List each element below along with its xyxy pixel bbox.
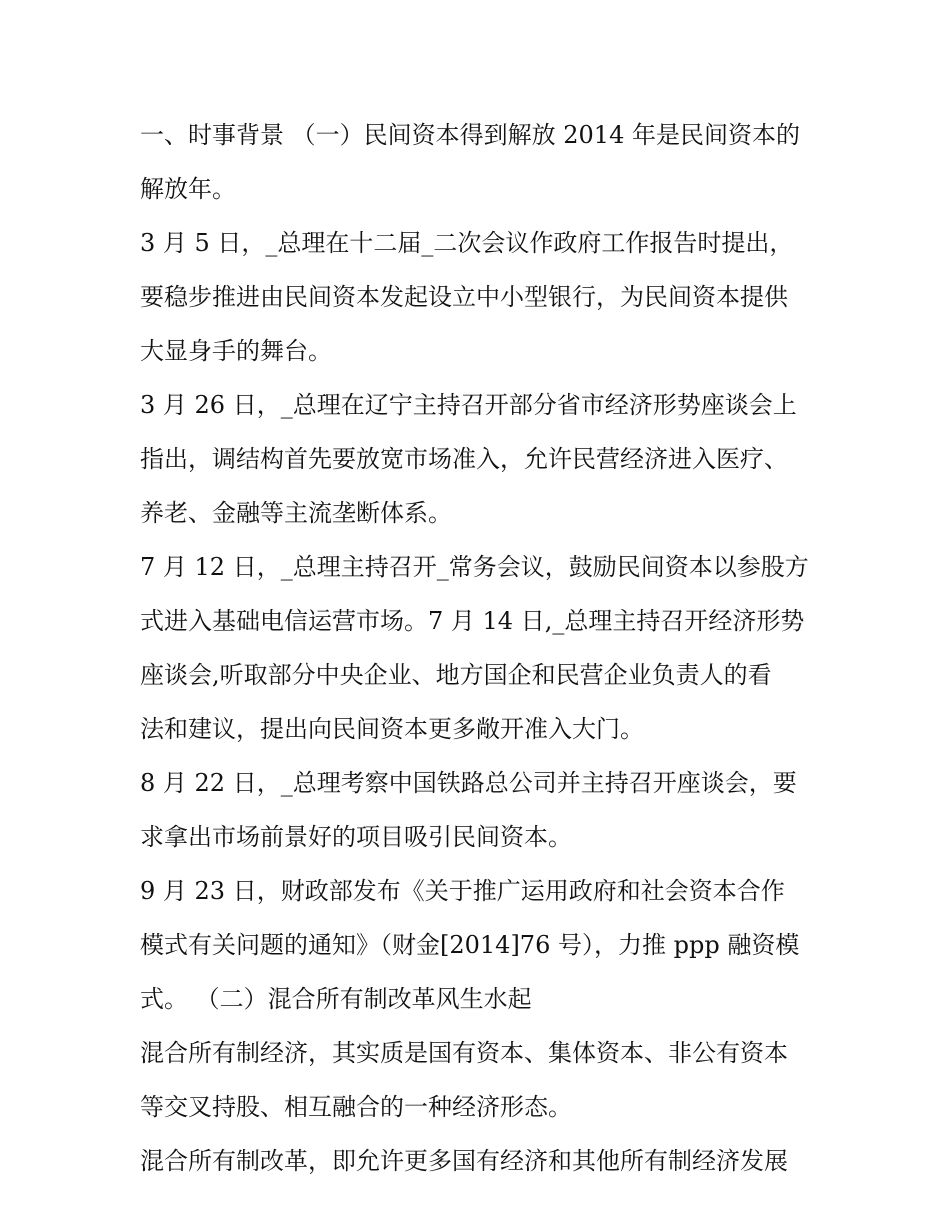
text-line: 一、时事背景 （一）民间资本得到解放 2014 年是民间资本的 bbox=[140, 121, 800, 149]
document-body bbox=[140, 108, 820, 1188]
text-line: 混合所有制改革，即允许更多国有经济和其他所有制经济发展 bbox=[140, 1147, 788, 1175]
text-line: 3 月 26 日，_总理在辽宁主持召开部分省市经济形势座谈会上 bbox=[140, 391, 797, 419]
text-line: 解放年。 bbox=[140, 175, 236, 203]
text-line: 要稳步推进由民间资本发起设立中小型银行，为民间资本提供 bbox=[140, 283, 788, 311]
text-line: 7 月 12 日，_总理主持召开_常务会议，鼓励民间资本以参股方 bbox=[140, 553, 809, 581]
text-line: 式。 （二）混合所有制改革风生水起 bbox=[140, 985, 532, 1013]
text-line: 式进入基础电信运营市场。7 月 14 日,_总理主持召开经济形势 bbox=[140, 607, 805, 635]
text-line: 等交叉持股、相互融合的一种经济形态。 bbox=[140, 1093, 572, 1121]
text-line: 求拿出市场前景好的项目吸引民间资本。 bbox=[140, 823, 572, 851]
text-line: 混合所有制经济，其实质是国有资本、集体资本、非公有资本 bbox=[140, 1039, 788, 1067]
text-line: 养老、金融等主流垄断体系。 bbox=[140, 499, 452, 527]
text-line: 8 月 22 日，_总理考察中国铁路总公司并主持召开座谈会，要 bbox=[140, 769, 797, 797]
text-line: 法和建议，提出向民间资本更多敞开准入大门。 bbox=[140, 715, 644, 743]
text-line: 座谈会,听取部分中央企业、地方国企和民营企业负责人的看 bbox=[140, 661, 772, 689]
text-line: 大显身手的舞台。 bbox=[140, 337, 332, 365]
text-line: 3 月 5 日，_总理在十二届_二次会议作政府工作报告时提出， bbox=[140, 229, 794, 257]
text-line: 模式有关问题的通知》（财金[2014]76 号），力推 ppp 融资模 bbox=[140, 931, 800, 959]
text-line: 指出，调结构首先要放宽市场准入，允许民营经济进入医疗、 bbox=[140, 445, 788, 473]
text-line: 9 月 23 日，财政部发布《关于推广运用政府和社会资本合作 bbox=[140, 877, 785, 905]
